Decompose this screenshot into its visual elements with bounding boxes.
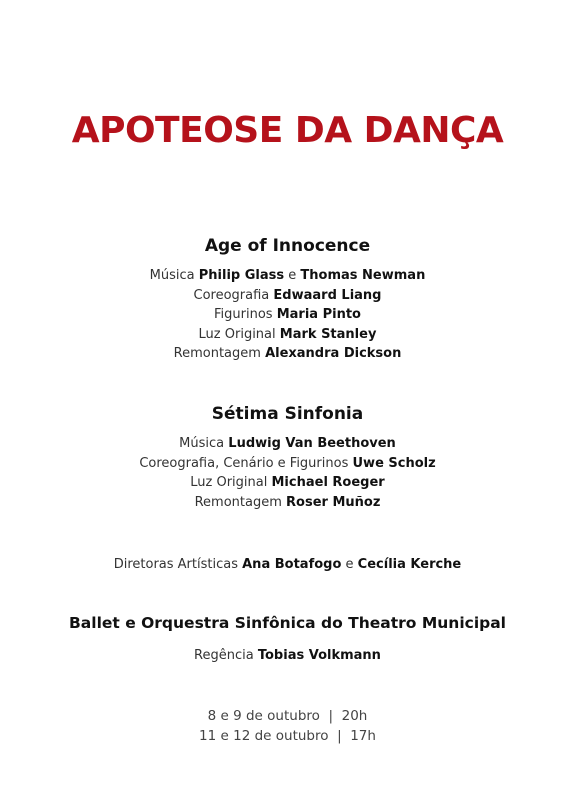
- credit-name: Uwe Scholz: [352, 455, 436, 471]
- credit-role: Música: [149, 268, 195, 283]
- work-setima-sinfonia: [0, 404, 575, 512]
- date-line: 8 e 9 de outubro | 20h: [207, 708, 368, 724]
- credit-line: [0, 454, 575, 474]
- credit-line: [0, 555, 575, 575]
- credit-joiner: e: [288, 268, 297, 283]
- page-title: APOTEOSE DA DANÇA: [71, 110, 504, 151]
- credit-name: Alexandra Dickson: [265, 346, 402, 361]
- credit-name: Ana Botafogo: [242, 557, 342, 572]
- credit-line: [0, 344, 575, 364]
- company-name: Ballet e Orquestra Sinfônica do Theatro Municipal: [68, 614, 506, 632]
- credit-line: [0, 434, 575, 454]
- credit-role: Coreografia: [193, 287, 270, 303]
- credit-line: [0, 286, 575, 306]
- credit-line: [0, 646, 575, 666]
- credit-line: [0, 305, 575, 325]
- credit-joiner: e: [345, 557, 354, 572]
- date-line: 11 e 12 de outubro | 17h: [199, 728, 376, 744]
- credit-line: [0, 493, 575, 513]
- credit-name-2: Thomas Newman: [300, 268, 426, 283]
- credit-role: Remontagem: [173, 346, 261, 361]
- credit-name: Roser Muñoz: [286, 494, 381, 510]
- credit-line: [0, 325, 575, 345]
- credit-role: Música: [179, 436, 225, 451]
- credit-line: [0, 473, 575, 493]
- credit-name: Michael Roeger: [271, 475, 385, 490]
- credit-line: [0, 266, 575, 286]
- company-block: [0, 614, 575, 666]
- credit-role: Luz Original: [198, 326, 276, 342]
- credit-name: Mark Stanley: [279, 326, 377, 342]
- credit-name: Philip Glass: [198, 268, 285, 283]
- credit-role: Figurinos: [214, 307, 273, 322]
- credit-name: Ludwig Van Beethoven: [228, 436, 396, 451]
- credit-name: Tobias Volkmann: [257, 648, 381, 663]
- credit-name: Edwaard Liang: [273, 287, 382, 303]
- artistic-directors: [0, 555, 575, 575]
- credit-role: Remontagem: [194, 494, 282, 510]
- credit-role: Regência: [194, 648, 254, 663]
- credit-name: Maria Pinto: [276, 307, 361, 322]
- credit-role: Luz Original: [190, 475, 268, 490]
- performance-dates: [0, 706, 575, 746]
- work-age-of-innocence: [0, 236, 575, 364]
- work-title: Sétima Sinfonia: [211, 404, 364, 424]
- credit-role: Coreografia, Cenário e Figurinos: [139, 455, 349, 471]
- credit-role: Diretoras Artísticas: [113, 557, 238, 572]
- work-title: Age of Innocence: [204, 236, 371, 256]
- credit-name-2: Cecília Kerche: [357, 557, 462, 572]
